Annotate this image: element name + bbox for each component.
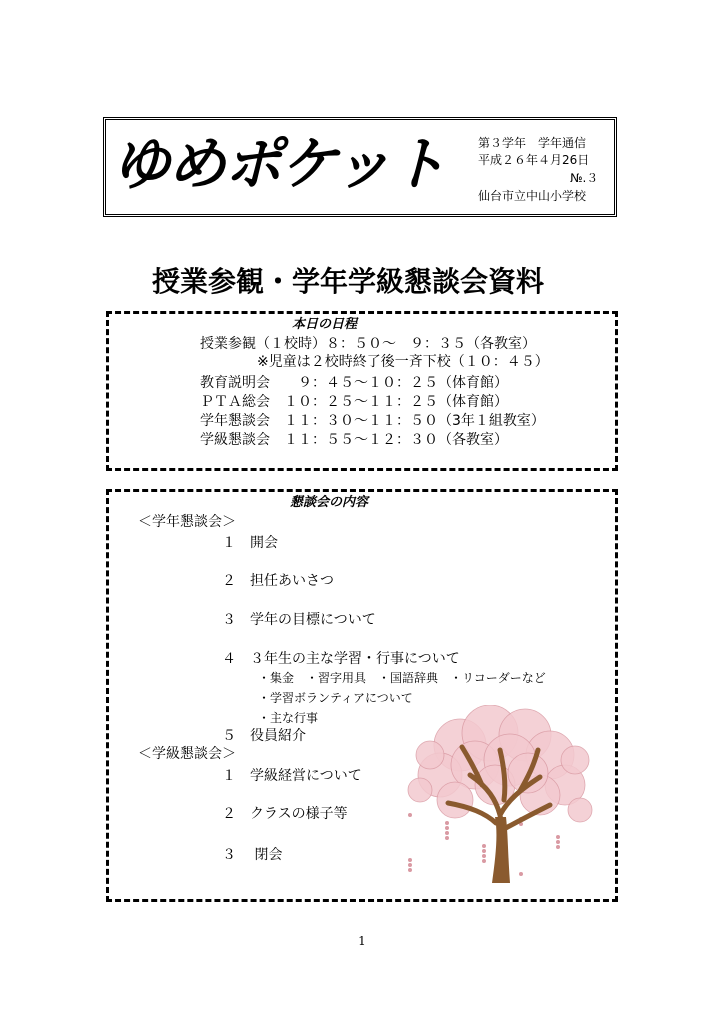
- blossom-puff: [561, 746, 589, 774]
- blossom-puff: [437, 782, 473, 818]
- schedule-line: 教育説明会 ９：４５～１０：２５（体育館）: [200, 375, 508, 391]
- falling-petal: [408, 868, 412, 872]
- agenda-heading: 懇談会の内容: [290, 495, 369, 510]
- agenda-item: ２ 担任あいさつ: [222, 573, 334, 589]
- page-title: 授業参観・学年学級懇談会資料: [152, 265, 545, 298]
- falling-petal: [482, 859, 486, 863]
- grade-line: 第３学年 学年通信: [478, 136, 587, 150]
- schedule-line: ※児童は２校時終了後一斉下校（１０：４５）: [257, 354, 549, 370]
- grade-section-label: ＜学年懇談会＞: [138, 514, 236, 530]
- class-section-label: ＜学級懇談会＞: [138, 746, 236, 762]
- agenda-item: ５ 役員紹介: [222, 728, 306, 744]
- falling-petal: [408, 863, 412, 867]
- schedule-line: ＰＴＡ総会 １０：２５～１１：２５（体育館）: [200, 394, 508, 410]
- blossom-puff: [416, 741, 444, 769]
- agenda-item: １ 学級経営について: [222, 768, 362, 784]
- falling-petal: [556, 845, 560, 849]
- falling-petal: [445, 821, 449, 825]
- falling-petal: [519, 872, 523, 876]
- agenda-item: ２ クラスの様子等: [222, 806, 348, 822]
- falling-petal: [482, 849, 486, 853]
- blossom-puff: [568, 798, 592, 822]
- falling-petal: [482, 854, 486, 858]
- schedule-line: 学年懇談会 １１：３０～１１：５０（3年１組教室）: [200, 413, 545, 429]
- agenda-item: １ 開会: [222, 535, 278, 551]
- agenda-subitem: ・集金 ・習字用具 ・国語辞典 ・リコーダーなど: [258, 671, 546, 685]
- falling-petal: [445, 826, 449, 830]
- falling-petal: [556, 840, 560, 844]
- blossom-puff: [408, 778, 432, 802]
- masthead-title: ゆめポケット: [112, 130, 446, 198]
- falling-petal: [445, 836, 449, 840]
- issue-date: 平成２６年４月26日: [478, 153, 590, 167]
- issue-number: №.３: [570, 171, 599, 185]
- agenda-subitem: ・学習ボランティアについて: [258, 691, 413, 705]
- agenda-item: ３ 閉会: [222, 847, 283, 863]
- falling-petal: [482, 844, 486, 848]
- falling-petal: [408, 858, 412, 862]
- falling-petal: [408, 813, 412, 817]
- schedule-line: 授業参観（１校時）８：５０～ ９：３５（各教室）: [200, 336, 536, 352]
- school-name: 仙台市立中山小学校: [478, 189, 587, 203]
- agenda-item: ３ 学年の目標について: [222, 612, 376, 628]
- falling-petal: [556, 835, 560, 839]
- agenda-subitem: ・主な行事: [258, 711, 319, 725]
- page-number: 1: [358, 934, 366, 948]
- cherry-tree-illustration: [400, 705, 600, 885]
- agenda-item: ４ ３年生の主な学習・行事について: [222, 651, 460, 667]
- schedule-line: 学級懇談会 １１：５５～１２：３０（各教室）: [200, 432, 508, 448]
- schedule-heading: 本日の日程: [292, 317, 358, 332]
- falling-petal: [445, 831, 449, 835]
